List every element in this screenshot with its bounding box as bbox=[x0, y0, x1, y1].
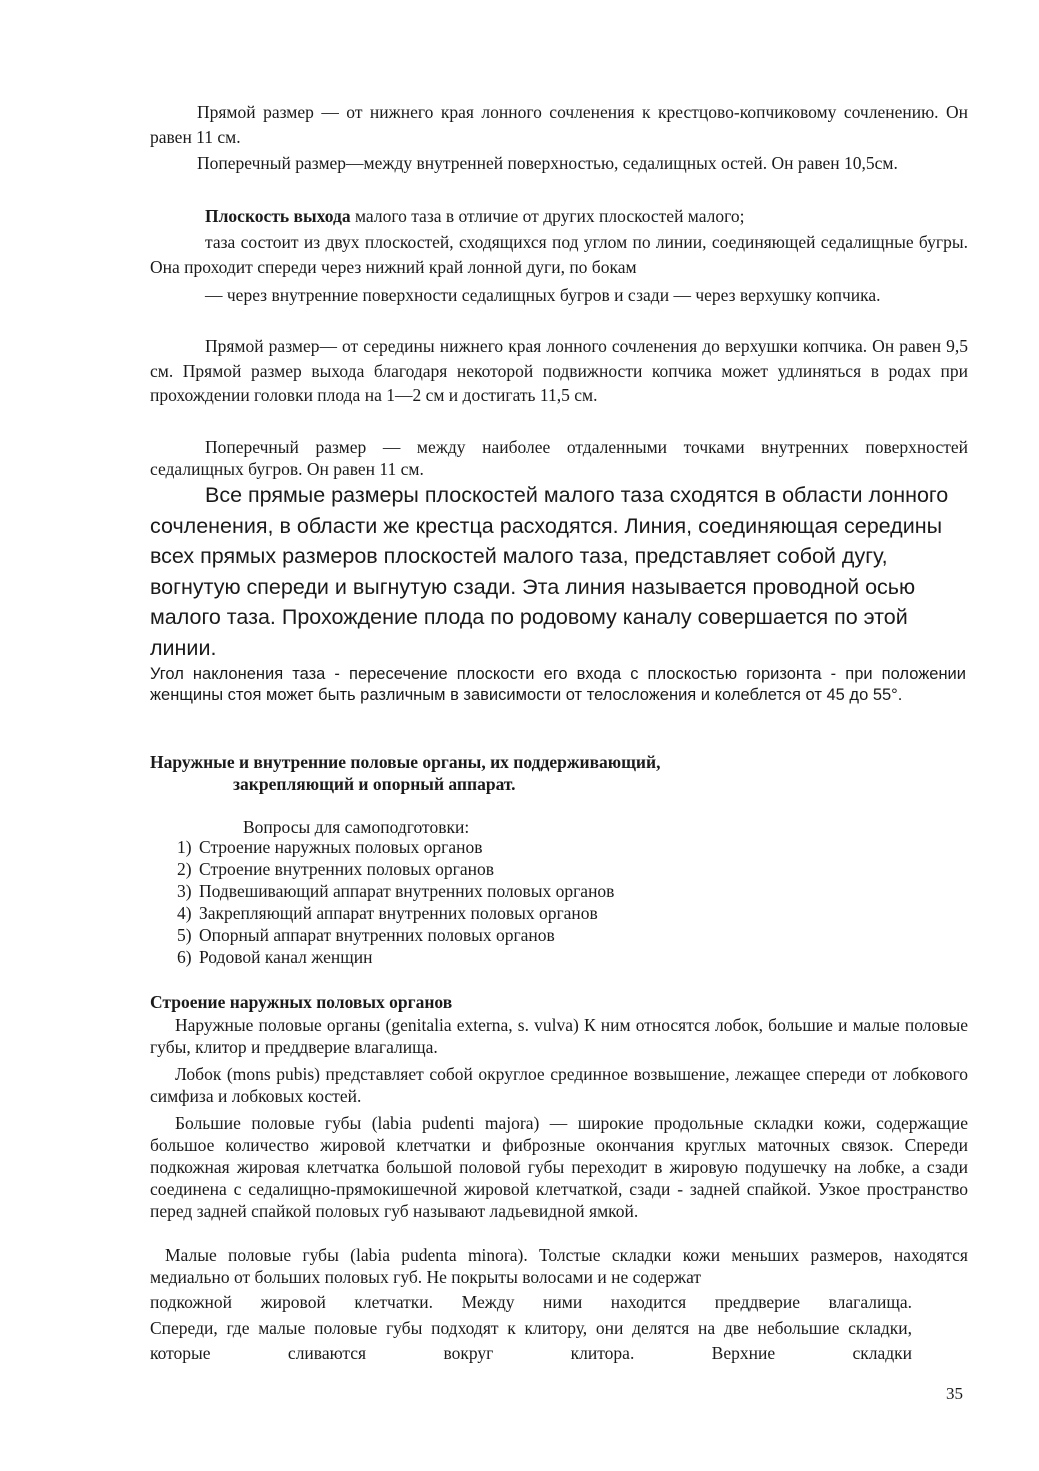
page-number: 35 bbox=[946, 1384, 963, 1403]
list-item: 4) Закрепляющий аппарат внутренних половых органов bbox=[177, 903, 598, 923]
outlet-plane-text: малого таза в отличие от других плоскостей малого; bbox=[350, 206, 745, 226]
outlet-plane-term: Плоскость выхода bbox=[205, 206, 351, 226]
section-heading-line1: Наружные и внутренние половые органы, их поддерживающий, bbox=[150, 752, 661, 772]
questions-title: Вопросы для самоподготовки: bbox=[243, 817, 470, 837]
paragraph-outlet-direct-size: Прямой размер— от середины нижнего края лонного сочленения до верхушки копчика. Он равен 9,5 см. Прямой размер выхода благодаря некоторой подвижности копчика может удлиняться в родах при прохождении головки плода на 1—2 см и достигать 11,5 см. bbox=[150, 336, 968, 405]
list-item: 3) Подвешивающий аппарат внутренних половых органов bbox=[177, 881, 615, 901]
paragraph-outlet-plane-composition: таза состоит из двух плоскостей, сходящихся под углом по линии, соединяющей седалищные бугры. Она проходит спереди через нижний край лонной дуги, по бокам bbox=[150, 232, 968, 277]
section-heading-line2: закрепляющий и опорный аппарат. bbox=[233, 774, 516, 794]
subsection-title: Строение наружных половых органов bbox=[150, 992, 453, 1012]
paragraph-labia-minora-end: Спереди, где малые половые губы подходят к клитору, они делятся на две небольшие складки, которые сливаются вокруг клитора. Верхние складки bbox=[150, 1318, 912, 1363]
paragraph-pelvic-axis: Все прямые размеры плоскостей малого таза сходятся в области лонного сочленения, в области же крестца расходятся. Линия, соединяющая середины всех прямых размеров плоскостей малого таза, представляет собой дугу, вогнутую спереди и выгнутую сзади. Эта линия называется проводной осью малого таза. Прохождение плода по родовому каналу совершается по этой линии. bbox=[150, 483, 949, 660]
paragraph-outlet-plane-intro bbox=[150, 204, 968, 229]
list-item: 5) Опорный аппарат внутренних половых органов bbox=[177, 925, 555, 945]
paragraph-mons-pubis: Лобок (mons pubis) представляет собой округлое срединное возвышение, лежащее спереди от лобкового симфиза и лобковых костей. bbox=[150, 1064, 968, 1106]
paragraph-transverse-size-narrow: Поперечный размер—между внутренней поверхностью, седалищных остей. Он равен 10,5см. bbox=[197, 153, 898, 173]
paragraph-labia-minora: Малые половые губы (labia pudenta minora). Толстые складки кожи меньших размеров, находятся медиально от больших половых губ. Не покрыты волосами и не содержат bbox=[150, 1245, 968, 1287]
questions-list bbox=[177, 836, 614, 968]
paragraph-pelvic-inclination: Угол наклонения таза - пересечение плоскости его входа с плоскостью горизонта - при положении женщины стоя может быть различным в зависимости от телосложения и колеблется от 45 до 55°. bbox=[150, 665, 966, 704]
list-item: 6) Родовой канал женщин bbox=[177, 947, 373, 967]
list-item: 1) Строение наружных половых органов bbox=[177, 837, 483, 857]
paragraph-labia-majora: Большие половые губы (labia pudenti majora) — широкие продольные складки кожи, содержащие большое количество жировой клетчатки и фиброзные окончания круглых маточных связок. Спереди подкожная жировая клетчатка большой половой губы переходит в жировую подушечку на лобке, а сзади соединена с седалищно-прямокишечной жировой клетчаткой, сзади - задней спайкой. Узкое пространство перед задней спайкой половых губ называют ладьевидной ямкой. bbox=[150, 1113, 968, 1221]
paragraph-outlet-transverse-size: Поперечный размер — между наиболее отдаленными точками внутренних поверхностей седалищных бугров. Он равен 11 см. bbox=[150, 437, 968, 479]
paragraph-outlet-plane-borders: — через внутренние поверхности седалищных бугров и сзади — через верхушку копчика. bbox=[205, 285, 881, 305]
paragraph-labia-minora-cont: подкожной жировой клетчатки. Между ними находится преддверие влагалища. bbox=[150, 1292, 912, 1312]
paragraph-external-organs: Наружные половые органы (genitalia externa, s. vulva) К ним относятся лобок, большие и малые половые губы, клитор и преддверие влагалища. bbox=[150, 1015, 968, 1057]
paragraph-direct-size-narrow: Прямой размер — от нижнего края лонного сочленения к крестцово-копчиковому сочленению. Он равен 11 см. bbox=[150, 102, 968, 147]
list-item: 2) Строение внутренних половых органов bbox=[177, 859, 494, 879]
